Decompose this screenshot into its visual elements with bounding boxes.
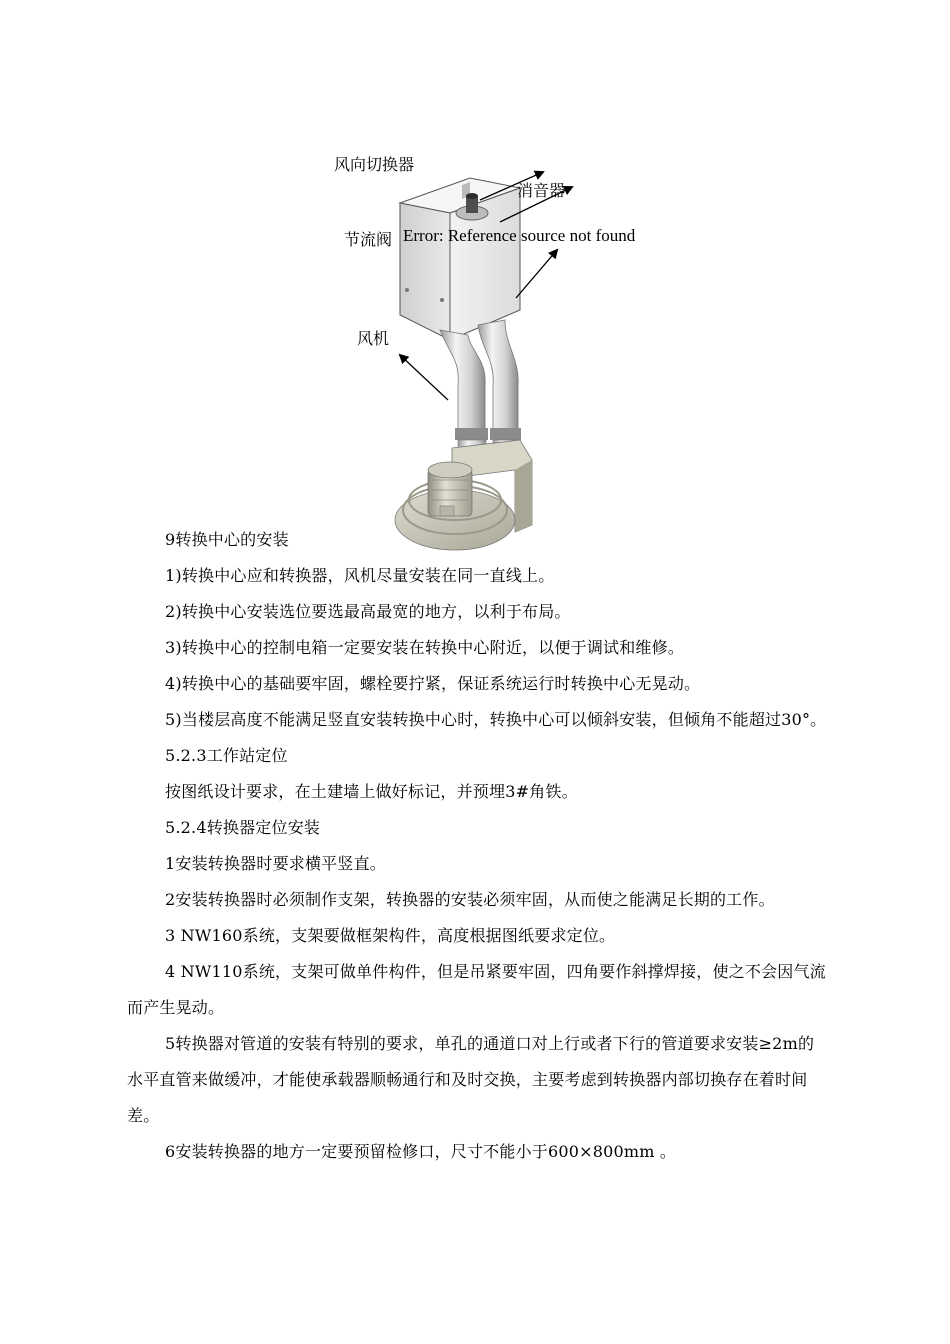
paragraph: 3 NW160系统，支架要做框架构件，高度根据图纸要求定位。	[165, 926, 616, 945]
heading-converter-positioning: 5.2.4转换器定位安装	[165, 818, 321, 837]
converter-figure	[0, 0, 950, 560]
paragraph: 按图纸设计要求，在土建墙上做好标记，并预埋3#角铁。	[165, 782, 578, 801]
paragraph: 6安装转换器的地方一定要预留检修口，尺寸不能小于600×800mm 。	[165, 1142, 677, 1161]
paragraph: 5转换器对管道的安装有特别的要求，单孔的通道口对上行或者下行的管道要求安装≥2m的水平直管来做缓冲，才能使承载器顺畅通行和及时交换，主要考虑到转换器内部切换存在着时间差。	[127, 1034, 815, 1125]
switcher-box	[400, 178, 520, 340]
paragraph: 3)转换中心的控制电箱一定要安装在转换中心附近，以便于调试和维修。	[165, 638, 685, 657]
label-fan: 风机	[357, 329, 390, 348]
paragraph: 4 NW110系统，支架可做单件构件，但是吊紧要牢固，四角要作斜撑焊接，使之不会因气流而产生晃动。	[127, 962, 826, 1017]
label-muffler: 消音器	[517, 181, 566, 200]
paragraph: 1安装转换器时要求横平竖直。	[165, 854, 386, 873]
label-direction-switcher: 风向切换器	[334, 155, 415, 174]
heading-workstation-positioning: 5.2.3工作站定位	[165, 746, 288, 765]
paragraph: 5)当楼层高度不能满足竖直安装转换中心时，转换中心可以倾斜安装，但倾角不能超过30°。	[165, 710, 827, 729]
paragraph: 2)转换中心安装选位要选最高最宽的地方，以利于布局。	[165, 602, 571, 621]
converter-illustration	[0, 0, 950, 560]
label-error-reference: Error: Reference source not found	[403, 226, 636, 245]
paragraph: 2安装转换器时必须制作支架，转换器的安装必须牢固，从而使之能满足长期的工作。	[165, 890, 775, 909]
pipes	[440, 320, 521, 454]
paragraph: 4)转换中心的基础要牢固，螺栓要拧紧，保证系统运行时转换中心无晃动。	[165, 674, 701, 693]
heading-converter-center-install: 9转换中心的安装	[165, 530, 289, 549]
body-text	[127, 522, 827, 1170]
paragraph: 1)转换中心应和转换器，风机尽量安装在同一直线上。	[165, 566, 555, 585]
label-throttle-valve: 节流阀	[344, 230, 393, 249]
